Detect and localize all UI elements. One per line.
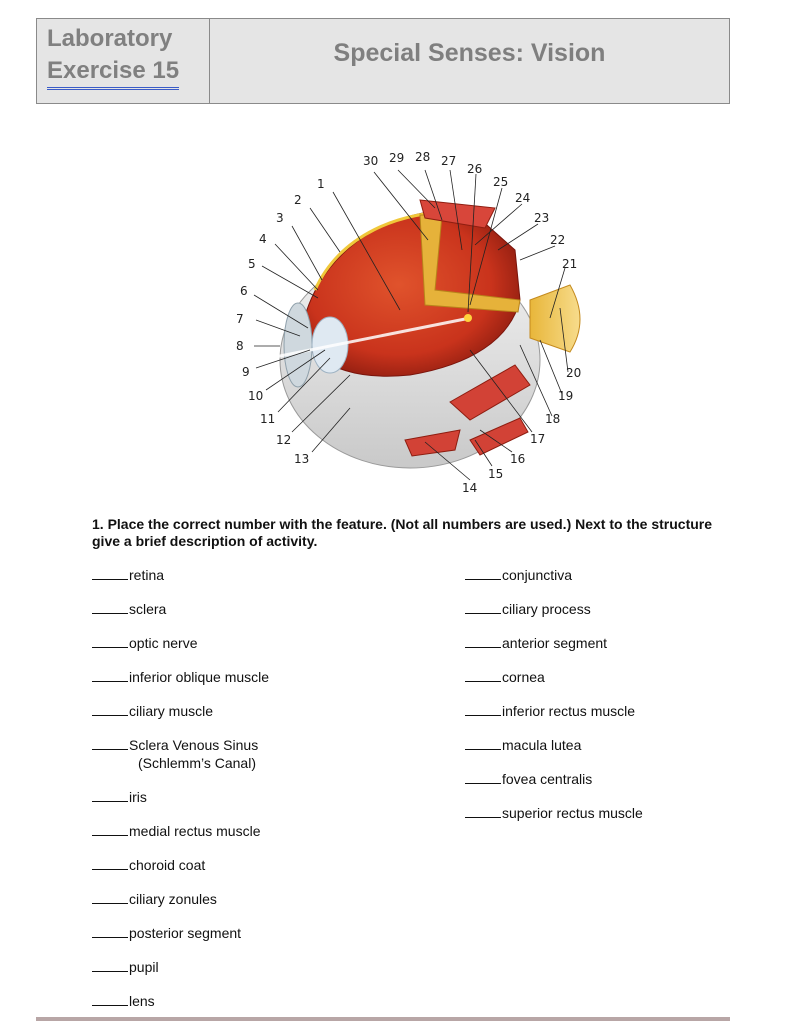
label-24: 24 <box>515 191 531 205</box>
answer-blank[interactable] <box>92 958 128 972</box>
answer-subtext: (Schlemm’s Canal) <box>138 755 256 771</box>
exercise-label: Exercise 15 <box>47 55 179 90</box>
question-text: 1. Place the correct number with the feature. (Not all numbers are used.) Next to the structure give a brief description of activity. <box>92 516 713 549</box>
answer-blank[interactable] <box>92 856 128 870</box>
answer-blank[interactable] <box>92 788 128 802</box>
label-1: 1 <box>317 177 325 191</box>
label-12: 12 <box>276 433 292 447</box>
footer-rule <box>36 1017 730 1021</box>
answer-row-ciliary-muscle[interactable]: ciliary muscle <box>92 702 213 720</box>
answer-blank[interactable] <box>465 634 501 648</box>
label-14: 14 <box>462 481 478 495</box>
answer-row-posterior-segment[interactable]: posterior segment <box>92 924 241 942</box>
answer-row-macula-lutea[interactable]: macula lutea <box>465 736 581 754</box>
answer-row-cornea[interactable]: cornea <box>465 668 545 686</box>
label-8: 8 <box>236 339 244 353</box>
lab-number-cell <box>37 19 210 103</box>
answer-row-medial-rectus[interactable]: medial rectus muscle <box>92 822 261 840</box>
label-18: 18 <box>545 412 561 426</box>
answer-blank[interactable] <box>465 804 501 818</box>
label-2: 2 <box>294 193 302 207</box>
answer-row-conjunctiva[interactable]: conjunctiva <box>465 566 572 584</box>
label-28: 28 <box>415 150 431 164</box>
label-4: 4 <box>259 232 267 246</box>
label-7: 7 <box>236 312 244 326</box>
answer-blank[interactable] <box>465 566 501 580</box>
label-15: 15 <box>488 467 504 481</box>
answer-blank[interactable] <box>92 924 128 938</box>
label-25: 25 <box>493 175 509 189</box>
answer-row-lens[interactable]: lens <box>92 992 155 1010</box>
answer-blank[interactable] <box>92 890 128 904</box>
answer-row-superior-rectus[interactable]: superior rectus muscle <box>465 804 643 822</box>
page-title: Special Senses: Vision <box>333 39 606 67</box>
lab-label: Laboratory <box>47 25 173 52</box>
answer-blank[interactable] <box>465 702 501 716</box>
answer-row-iris[interactable]: iris <box>92 788 147 806</box>
header-box <box>36 18 730 104</box>
answer-blank[interactable] <box>465 770 501 784</box>
label-19: 19 <box>558 389 574 403</box>
label-13: 13 <box>294 452 310 466</box>
answer-blank[interactable] <box>465 668 501 682</box>
answer-blank[interactable] <box>92 566 128 580</box>
answer-row-sclera-venous-sinus[interactable]: Sclera Venous Sinus (Schlemm’s Canal) <box>92 736 258 772</box>
answer-row-retina[interactable]: retina <box>92 566 164 584</box>
answer-row-inferior-rectus[interactable]: inferior rectus muscle <box>465 702 635 720</box>
answer-row-choroid-coat[interactable]: choroid coat <box>92 856 205 874</box>
answer-row-ciliary-zonules[interactable]: ciliary zonules <box>92 890 217 908</box>
answer-blank[interactable] <box>465 600 501 614</box>
label-23: 23 <box>534 211 550 225</box>
answer-row-anterior-segment[interactable]: anterior segment <box>465 634 607 652</box>
answer-blank[interactable] <box>92 702 128 716</box>
label-17: 17 <box>530 432 546 446</box>
label-6: 6 <box>240 284 248 298</box>
answer-row-fovea-centralis[interactable]: fovea centralis <box>465 770 592 788</box>
label-16: 16 <box>510 452 526 466</box>
label-30: 30 <box>363 154 379 168</box>
label-26: 26 <box>467 162 483 176</box>
label-27: 27 <box>441 154 457 168</box>
label-20: 20 <box>566 366 582 380</box>
label-22: 22 <box>550 233 566 247</box>
answer-row-pupil[interactable]: pupil <box>92 958 159 976</box>
answer-blank[interactable] <box>92 600 128 614</box>
answer-row-sclera[interactable]: sclera <box>92 600 166 618</box>
answer-blank[interactable] <box>92 736 128 750</box>
label-9: 9 <box>242 365 250 379</box>
answer-blank[interactable] <box>465 736 501 750</box>
label-11: 11 <box>260 412 276 426</box>
answer-row-ciliary-process[interactable]: ciliary process <box>465 600 591 618</box>
answer-blank[interactable] <box>92 668 128 682</box>
label-29: 29 <box>389 151 405 165</box>
answer-row-optic-nerve[interactable]: optic nerve <box>92 634 197 652</box>
label-5: 5 <box>248 257 256 271</box>
answer-blank[interactable] <box>92 992 128 1006</box>
label-21: 21 <box>562 257 578 271</box>
label-10: 10 <box>248 389 264 403</box>
eye-diagram <box>230 140 610 500</box>
fovea-spot <box>464 314 472 322</box>
answer-blank[interactable] <box>92 822 128 836</box>
answer-row-inferior-oblique[interactable]: inferior oblique muscle <box>92 668 269 686</box>
answer-blank[interactable] <box>92 634 128 648</box>
label-3: 3 <box>276 211 284 225</box>
